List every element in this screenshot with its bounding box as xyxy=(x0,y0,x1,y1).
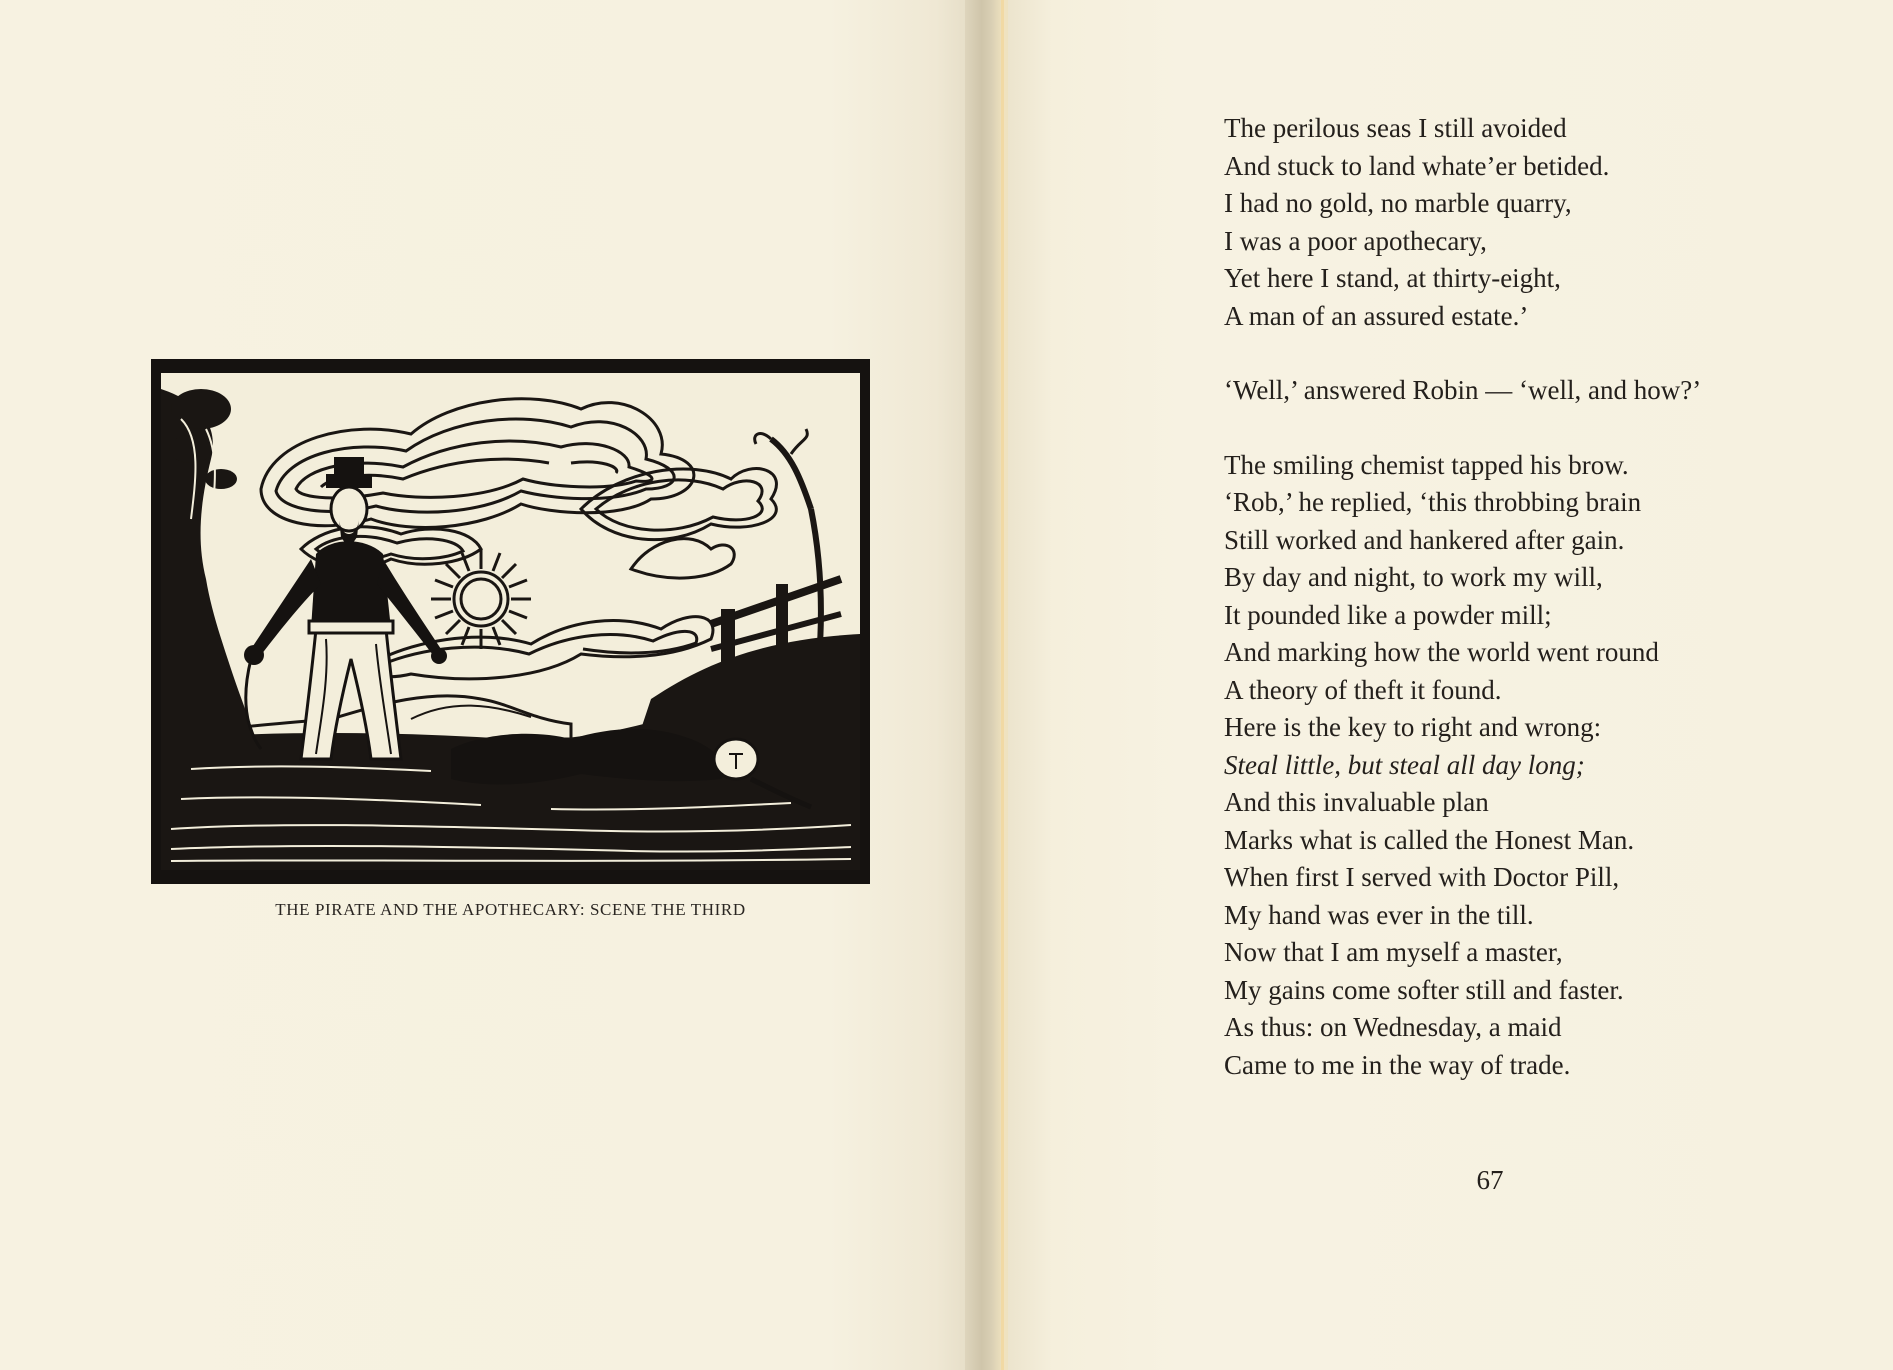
poem-line: I was a poor apothecary, xyxy=(1224,225,1487,256)
woodcut-illustration-icon xyxy=(151,359,870,884)
poem-line: I had no gold, no marble quarry, xyxy=(1224,188,1572,218)
poem-line: ‘Well,’ answered Robin — ‘well, and how?’ xyxy=(1224,375,1702,405)
poem-line: Came to me in the way of trade. xyxy=(1224,1049,1571,1080)
page-number: 67 xyxy=(1476,1165,1504,1195)
poem-line: It pounded like a powder mill; xyxy=(1224,599,1552,630)
poem-line: ‘Rob,’ he replied, ‘this throbbing brain xyxy=(1224,487,1642,517)
poem-line: As thus: on Wednesday, a maid xyxy=(1224,1012,1562,1042)
poem-line: Now that I am myself a master, xyxy=(1224,937,1563,967)
poem-line: And this invaluable plan xyxy=(1224,787,1489,817)
poem-line-italic: Steal little, but steal all day long; xyxy=(1224,749,1585,780)
stanza xyxy=(1224,447,1864,1085)
poem-line: The perilous seas I still avoided xyxy=(1224,113,1567,143)
poem-line: Marks what is called the Honest Man. xyxy=(1224,824,1635,855)
poem-line: By day and night, to work my will, xyxy=(1224,562,1603,592)
poem-line: Here is the key to right and wrong: xyxy=(1224,712,1602,742)
poem-line: A theory of theft it found. xyxy=(1224,674,1502,705)
poem-line: The smiling chemist tapped his brow. xyxy=(1224,449,1629,480)
poem-line: My hand was ever in the till. xyxy=(1224,899,1534,930)
woodcut-illustration xyxy=(151,359,870,884)
poem-text xyxy=(1224,110,1864,1121)
poem-line: A man of an assured estate.’ xyxy=(1224,300,1529,331)
poem-line: My gains come softer still and faster. xyxy=(1224,974,1624,1005)
stanza xyxy=(1224,372,1864,410)
illustration-caption: THE PIRATE AND THE APOTHECARY: SCENE THE THIRD xyxy=(275,900,746,919)
poem-line: Still worked and hankered after gain. xyxy=(1224,524,1625,555)
page-edge xyxy=(1001,0,1004,1370)
poem-line: When first I served with Doctor Pill, xyxy=(1224,862,1620,892)
stanza xyxy=(1224,110,1864,335)
poem-line: And stuck to land whate’er betided. xyxy=(1224,150,1610,181)
poem-line: Yet here I stand, at thirty-eight, xyxy=(1224,263,1561,293)
book-gutter xyxy=(965,0,1013,1370)
poem-line: And marking how the world went round xyxy=(1224,637,1659,667)
